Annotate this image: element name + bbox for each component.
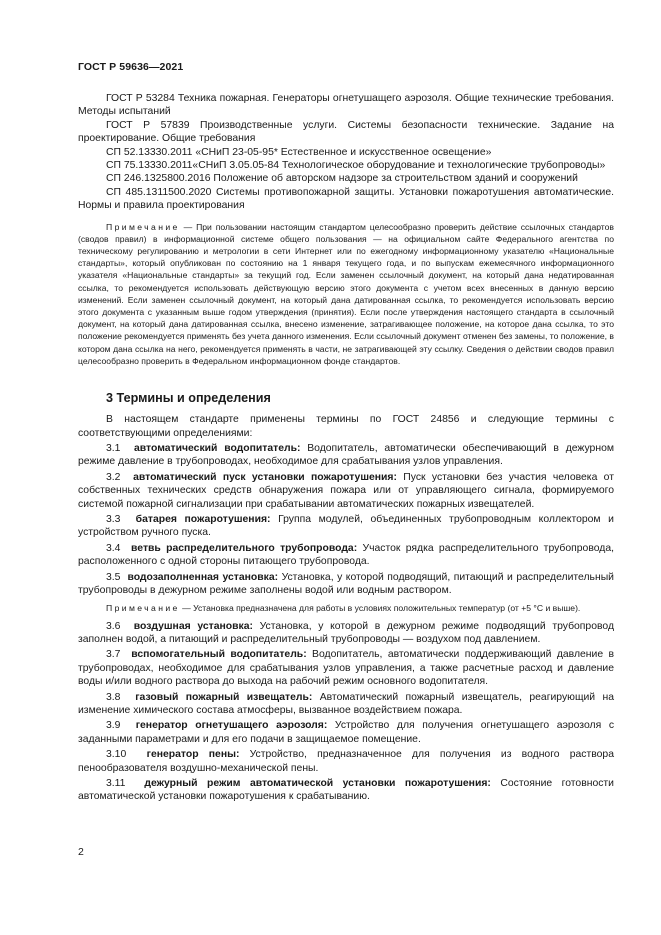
term-name: водозаполненная установка: (127, 571, 279, 583)
term-name: дежурный режим автоматической установки пожаротушения: (144, 778, 491, 790)
term-note (78, 602, 614, 614)
reference-item: СП 246.1325800.2016 Положение об авторском надзоре за строительством зданий и сооружений (106, 173, 578, 185)
term-name: генератор огнетушащего аэрозоля: (135, 720, 328, 732)
term-definition: 3.5 водозаполненная установка: Установка, у которой подводящий, питающий и распределительный трубопроводы в дежурном режиме заполнены водой или водным раствором. (78, 571, 614, 596)
terms-list (78, 413, 614, 804)
page-header-standard: ГОСТ Р 59636—2021 (78, 61, 184, 73)
note-label: Примечание (106, 603, 180, 614)
references-list (78, 92, 614, 213)
term-name: воздушная установка: (133, 620, 253, 632)
term-definition: 3.4 ветвь распределительного трубопровода: Участок рядка распределительного трубопровода, расположенного с одной стороны питающего трубопровода. (78, 542, 615, 568)
term-definition: 3.7 вспомогательный водопитатель: Водопитатель, автоматически поддерживающий давление в трубопроводах, необходимое для срабатывания узлов управления, а также расчетные расход и давление воды и/или водного раствора до выхода на рабочий режим основного водопитателя. (78, 649, 615, 688)
reference-item: СП 75.13330.2011«СНиП 3.05.05-84 Технологическое оборудование и технологические трубопроводы» (106, 160, 606, 172)
section-title: 3 Термины и определения (106, 391, 271, 406)
section-intro: В настоящем стандарте применены термины по ГОСТ 24856 и следующие термины с соответствующими определениями: (78, 414, 614, 439)
term-name: вспомогательный водопитатель: (131, 649, 307, 661)
term-name: батарея пожаротушения: (135, 513, 271, 525)
term-definition: 3.9 генератор огнетушащего аэрозоля: Устройство для получения огнетушащего аэрозоля с заданными параметрами и для его подачи в защищаемое помещение. (78, 720, 615, 745)
note-text: — Установка предназначена для работы в условиях положительных температур (от +5 °С и выше). (179, 603, 581, 614)
reference-item: ГОСТ Р 57839 Производственные услуги. Системы безопасности технические. Задание на проектирование. Общие требования (78, 119, 614, 145)
term-definition: 3.8 газовый пожарный извещатель: Автоматический пожарный извещатель, реагирующий на изменение химического состава атмосферы, вызванное воздействием пожара. (78, 691, 615, 717)
term-name: автоматический пуск установки пожаротушения: (133, 471, 397, 483)
term-definition: 3.10 генератор пены: Устройство, предназначенное для получения из водного раствора пенообразователя воздушно-механической пены. (78, 749, 614, 774)
page-number: 2 (78, 846, 84, 858)
term-definition: 3.11 дежурный режим автоматической установки пожаротушения: Состояние готовности автоматической установки пожаротушения к срабатыванию. (78, 778, 614, 803)
term-name: газовый пожарный извещатель: (135, 691, 313, 703)
term-name: генератор пены: (146, 749, 240, 761)
term-definition: 3.6 воздушная установка: Установка, у которой в дежурном режиме подводящий трубопровод заполнен водой, а питающий и распределительный трубопроводы — воздухом под давлением. (78, 620, 615, 645)
note-label: Примечание (106, 221, 180, 232)
term-name: автоматический водопитатель: (134, 442, 301, 454)
term-definition: 3.3 батарея пожаротушения: Группа модулей, объединенных трубопроводным коллектором и устройством ручного пуска. (78, 513, 614, 539)
page-content (78, 92, 614, 804)
reference-item: СП 52.13330.2011 «СНиП 23-05-95* Естественное и искусственное освещение» (106, 146, 492, 158)
reference-item: ГОСТ Р 53284 Техника пожарная. Генераторы огнетушащего аэрозоля. Общие технические требования. Методы испытаний (78, 93, 614, 118)
reference-item: СП 485.1311500.2020 Системы противопожарной защиты. Установки пожаротушения автоматические. Нормы и правила проектирования (78, 186, 614, 212)
term-name: ветвь распределительного трубопровода: (131, 542, 358, 554)
references-note (78, 221, 614, 367)
note-text: — При пользовании настоящим стандартом целесообразно проверить действие ссылочных стандартов (сводов правил) в информационной системе общего пользования — на официальном сайте Федерального агентства по техническому регулированию и метрологии в сети Интернет или по ежегодному информационному указателю «Национальные стандарты», который опубликован по состоянию на 1 января текущего года, и по выпускам ежемесячного информационного указателя «Национальные стандарты» за текущий год. Если заменен ссылочный документ, на который дана недатированная ссылка, то рекомендуется использовать действующую версию этого документа с учетом всех внесенных в данную версию изменений. Если заменен ссылочный документ, на который дана датированная ссылка, то рекомендуется использовать версию этого документа с указанным выше годом утверждения (принятия). Если после утверждения настоящего стандарта в ссылочный документ, на который дана датированная ссылка, внесено изменение, затрагивающее положение, на которое дана ссылка, то это положение рекомендуется применять без учета данного изменения. Если ссылочный документ отменен без замены, то положение, в котором дана ссылка на него, рекомендуется применять в части, не затрагивающей эту ссылку. Сведения о действии сводов правил целесообразно проверить в Федеральном информационном фонде стандартов. (78, 221, 614, 366)
term-definition: 3.2 автоматический пуск установки пожаротушения: Пуск установки без участия человека от собственных технических средств обнаружения пожара или от управляющего сигнала, формируемого системой пожарной сигнализации при срабатывании автоматических пожарных извещателей. (78, 471, 614, 510)
term-definition: 3.1 автоматический водопитатель: Водопитатель, автоматически обеспечивающий в дежурном режиме давление в трубопроводах, необходимое для срабатывания узлов управления. (78, 442, 614, 468)
